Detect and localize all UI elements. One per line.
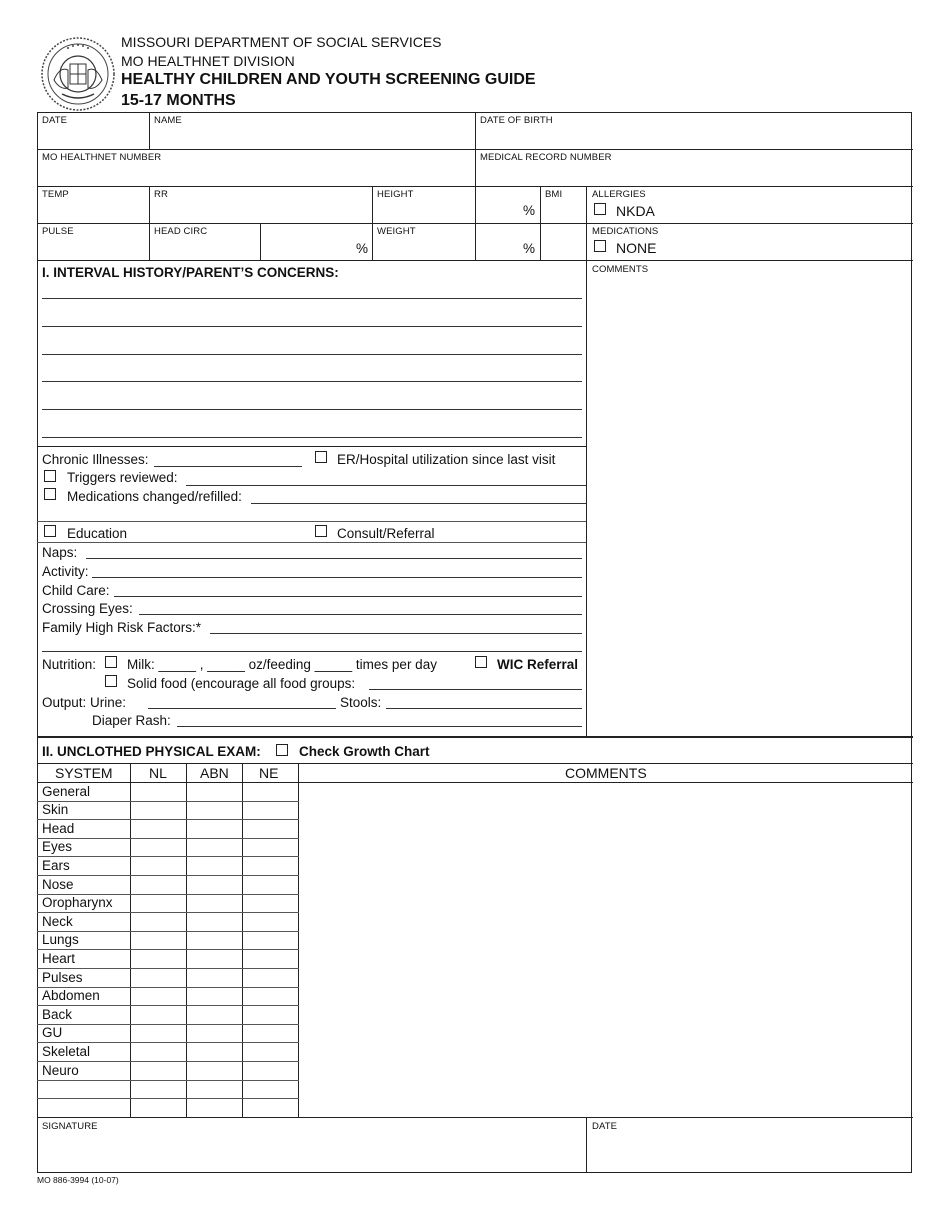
ne-cell[interactable]: [243, 912, 297, 930]
history-line[interactable]: [42, 354, 582, 355]
triggers-label: Triggers reviewed:: [67, 470, 178, 485]
family-risk-field-2[interactable]: [42, 651, 582, 652]
history-line[interactable]: [42, 298, 582, 299]
pulse-field[interactable]: [38, 224, 148, 259]
medications-label: MEDICATIONS: [592, 226, 659, 237]
abn-cell[interactable]: [187, 1080, 241, 1098]
stools-field[interactable]: [386, 708, 582, 709]
height-field[interactable]: [373, 187, 474, 222]
nl-cell[interactable]: [131, 1042, 185, 1060]
education-checkbox[interactable]: [44, 525, 56, 537]
none-checkbox[interactable]: [594, 240, 606, 252]
nutrition-label: Nutrition:: [42, 657, 97, 672]
mrn-field[interactable]: [476, 150, 911, 185]
ne-cell[interactable]: [243, 801, 297, 819]
head-circ-percent: %: [356, 241, 369, 256]
ne-cell[interactable]: [243, 968, 297, 986]
diaper-rash-field[interactable]: [177, 726, 582, 727]
history-line[interactable]: [42, 437, 582, 438]
ne-cell[interactable]: [243, 782, 297, 800]
signature-label: SIGNATURE: [42, 1121, 98, 1132]
head-circ-label: HEAD CIRC: [154, 226, 208, 237]
triggers-checkbox[interactable]: [44, 470, 56, 482]
abn-cell[interactable]: [187, 987, 241, 1005]
solid-food-field[interactable]: [369, 689, 582, 690]
er-checkbox[interactable]: [315, 451, 327, 463]
abn-cell[interactable]: [187, 1005, 241, 1023]
mhn-field[interactable]: [38, 150, 474, 185]
ne-cell[interactable]: [243, 856, 297, 874]
system-label: Head: [42, 820, 75, 836]
col-ne: NE: [259, 765, 279, 781]
meds-changed-field[interactable]: [251, 503, 586, 504]
abn-cell[interactable]: [187, 1024, 241, 1042]
history-title: I. INTERVAL HISTORY/PARENT’S CONCERNS:: [42, 265, 339, 280]
col-nl: NL: [149, 765, 167, 781]
nl-cell[interactable]: [131, 838, 185, 856]
abn-cell[interactable]: [187, 875, 241, 893]
temp-label: TEMP: [42, 189, 69, 200]
abn-cell[interactable]: [187, 912, 241, 930]
nl-cell[interactable]: [131, 968, 185, 986]
bmi-label: BMI: [545, 189, 563, 200]
consult-label: Consult/Referral: [337, 526, 435, 541]
ne-cell[interactable]: [243, 1005, 297, 1023]
col-system: SYSTEM: [55, 765, 113, 781]
abn-cell[interactable]: [187, 894, 241, 912]
consult-checkbox[interactable]: [315, 525, 327, 537]
ne-cell[interactable]: [243, 1024, 297, 1042]
ne-cell[interactable]: [243, 1080, 297, 1098]
system-label: Neck: [42, 913, 73, 929]
abn-cell[interactable]: [187, 968, 241, 986]
weight-field[interactable]: [373, 224, 474, 259]
education-label: Education: [67, 526, 128, 541]
urine-label: Output: Urine:: [42, 695, 127, 710]
nl-cell[interactable]: [131, 1080, 185, 1098]
system-label: Oropharynx: [42, 895, 113, 911]
col-abn: ABN: [200, 765, 229, 781]
system-label: Skin: [42, 802, 69, 818]
comments-field[interactable]: [588, 276, 910, 734]
wic-checkbox[interactable]: [475, 656, 487, 668]
abn-cell[interactable]: [187, 819, 241, 837]
urine-field[interactable]: [148, 708, 336, 709]
crossing-eyes-field[interactable]: [139, 614, 582, 615]
abn-cell[interactable]: [187, 782, 241, 800]
signature-field[interactable]: [38, 1134, 584, 1171]
history-line[interactable]: [42, 326, 582, 327]
ne-cell[interactable]: [243, 819, 297, 837]
head-circ-field[interactable]: [150, 224, 371, 259]
ne-cell[interactable]: [243, 875, 297, 893]
nl-cell[interactable]: [131, 894, 185, 912]
system-label: Eyes: [42, 839, 73, 855]
department-name: MISSOURI DEPARTMENT OF SOCIAL SERVICES: [121, 34, 442, 50]
naps-label: Naps:: [42, 545, 78, 560]
comments-label: COMMENTS: [592, 264, 649, 275]
family-risk-label: Family High Risk Factors:*: [42, 620, 202, 635]
system-label: Skeletal: [42, 1043, 91, 1059]
abn-cell[interactable]: [187, 856, 241, 874]
system-label: GU: [42, 1025, 63, 1041]
nl-cell[interactable]: [131, 1061, 185, 1079]
nl-cell[interactable]: [131, 931, 185, 949]
mrn-label: MEDICAL RECORD NUMBER: [480, 152, 612, 163]
system-label: Lungs: [42, 932, 79, 948]
allergies-label: ALLERGIES: [592, 189, 646, 200]
activity-label: Activity:: [42, 564, 89, 579]
division-name: MO HEALTHNET DIVISION: [121, 53, 295, 69]
system-label: General: [42, 783, 91, 799]
stools-label: Stools:: [340, 695, 382, 710]
nl-cell[interactable]: [131, 801, 185, 819]
milk-checkbox[interactable]: [105, 656, 117, 668]
name-field[interactable]: [150, 113, 474, 148]
meds-changed-checkbox[interactable]: [44, 488, 56, 500]
history-line[interactable]: [42, 409, 582, 410]
height-label: HEIGHT: [377, 189, 414, 200]
nkda-checkbox[interactable]: [594, 203, 606, 215]
col-comments: COMMENTS: [565, 765, 647, 781]
crossing-eyes-label: Crossing Eyes:: [42, 601, 133, 616]
system-label: Heart: [42, 950, 76, 966]
meds-changed-label: Medications changed/refilled:: [67, 489, 242, 504]
date-field[interactable]: [38, 113, 148, 148]
nl-cell[interactable]: [131, 875, 185, 893]
signature-date-label: DATE: [592, 1121, 618, 1132]
nl-cell[interactable]: [131, 912, 185, 930]
milk-label: Milk: _____ , _____ oz/feeding _____ times per day: [127, 657, 437, 672]
abn-cell[interactable]: [187, 1098, 241, 1116]
temp-field[interactable]: [38, 187, 148, 222]
weight-label: WEIGHT: [377, 226, 416, 237]
solid-food-checkbox[interactable]: [105, 675, 117, 687]
wic-label: WIC Referral: [497, 657, 579, 672]
triggers-field[interactable]: [186, 485, 586, 486]
nkda-label: NKDA: [616, 203, 655, 219]
nl-cell[interactable]: [131, 949, 185, 967]
nl-cell[interactable]: [131, 987, 185, 1005]
signature-date-field[interactable]: [588, 1134, 910, 1171]
ne-cell[interactable]: [243, 987, 297, 1005]
form-number: MO 886-3994 (10-07): [37, 1175, 119, 1185]
pulse-label: PULSE: [42, 226, 74, 237]
system-label: Nose: [42, 876, 74, 892]
system-label: Pulses: [42, 969, 83, 985]
dob-label: DATE OF BIRTH: [480, 115, 553, 126]
chronic-illnesses-label: Chronic Illnesses:: [42, 452, 149, 467]
system-label: Back: [42, 1006, 73, 1022]
name-label: NAME: [154, 115, 182, 126]
solid-food-label: Solid food (encourage all food groups:: [127, 676, 356, 691]
bmi-field[interactable]: [541, 187, 585, 259]
rr-field[interactable]: [150, 187, 371, 222]
abn-cell[interactable]: [187, 801, 241, 819]
nl-cell[interactable]: [131, 856, 185, 874]
nl-cell[interactable]: [131, 1098, 185, 1116]
family-risk-field[interactable]: [210, 633, 582, 634]
abn-cell[interactable]: [187, 949, 241, 967]
nl-cell[interactable]: [131, 1005, 185, 1023]
age-range: 15-17 MONTHS: [121, 92, 236, 109]
activity-field[interactable]: [92, 577, 582, 578]
ne-cell[interactable]: [243, 838, 297, 856]
chronic-illnesses-field[interactable]: [154, 466, 302, 467]
nl-cell[interactable]: [131, 819, 185, 837]
abn-cell[interactable]: [187, 931, 241, 949]
naps-field[interactable]: [86, 558, 582, 559]
history-line[interactable]: [42, 381, 582, 382]
ne-cell[interactable]: [243, 931, 297, 949]
ne-cell[interactable]: [243, 1098, 297, 1116]
nl-cell[interactable]: [131, 782, 185, 800]
state-seal-icon: [40, 36, 116, 112]
system-label: Abdomen: [42, 988, 100, 1004]
er-label: ER/Hospital utilization since last visit: [337, 452, 556, 467]
date-label: DATE: [42, 115, 68, 126]
none-label: NONE: [616, 240, 657, 256]
ne-cell[interactable]: [243, 894, 297, 912]
abn-cell[interactable]: [187, 1042, 241, 1060]
nl-cell[interactable]: [131, 1024, 185, 1042]
system-label: Ears: [42, 857, 70, 873]
ne-cell[interactable]: [243, 1042, 297, 1060]
form-title: HEALTHY CHILDREN AND YOUTH SCREENING GUIDE: [121, 71, 536, 88]
weight-percent: %: [523, 241, 536, 256]
abn-cell[interactable]: [187, 1061, 241, 1079]
exam-comments-field[interactable]: [300, 784, 910, 1116]
system-label: Neuro: [42, 1062, 79, 1078]
growth-chart-label: Check Growth Chart: [299, 744, 430, 759]
child-care-label: Child Care:: [42, 583, 110, 598]
child-care-field[interactable]: [114, 596, 582, 597]
height-percent: %: [523, 203, 536, 218]
dob-field[interactable]: [476, 113, 911, 148]
abn-cell[interactable]: [187, 838, 241, 856]
diaper-rash-label: Diaper Rash:: [92, 713, 171, 728]
exam-title: II. UNCLOTHED PHYSICAL EXAM:: [42, 744, 261, 759]
ne-cell[interactable]: [243, 949, 297, 967]
ne-cell[interactable]: [243, 1061, 297, 1079]
rr-label: RR: [154, 189, 168, 200]
mhn-label: MO HEALTHNET NUMBER: [42, 152, 162, 163]
growth-chart-checkbox[interactable]: [276, 744, 288, 756]
